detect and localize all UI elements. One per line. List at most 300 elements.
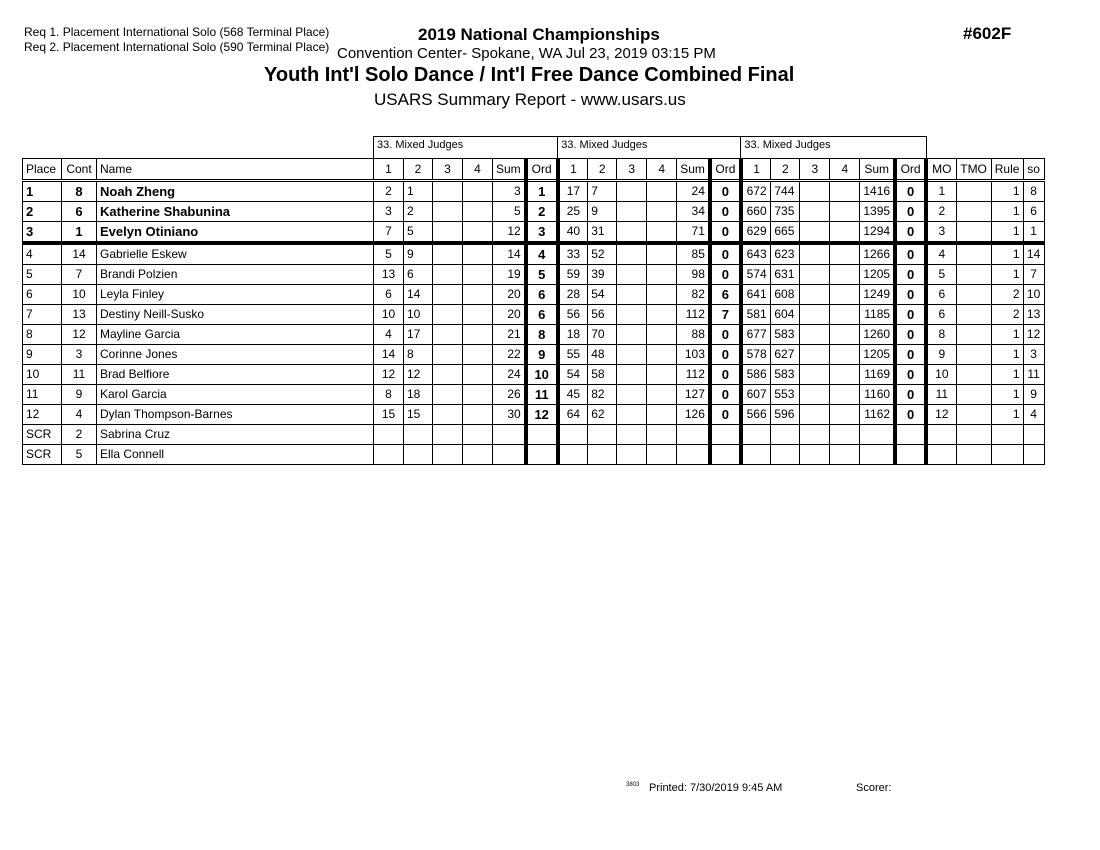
- mo-cell: 5: [926, 265, 956, 285]
- name-cell: Mayline Garcia: [97, 325, 374, 345]
- g2-ord-cell: [710, 445, 741, 465]
- table-row: [23, 243, 1045, 265]
- g2-judge4-cell: [647, 445, 677, 465]
- tmo-cell: [956, 405, 991, 425]
- rule-cell: 1: [991, 243, 1023, 265]
- place-cell: 7: [23, 305, 62, 325]
- footer-mark: 3803: [626, 782, 640, 788]
- g3-judge3-cell: [800, 222, 830, 244]
- g3-judge2-cell: 583: [771, 325, 800, 345]
- g1-judge2-cell: 15: [404, 405, 433, 425]
- judge-group-label-2: 33. Mixed Judges: [558, 137, 741, 159]
- col-g2-sum: Sum: [677, 159, 710, 181]
- g3-ord-cell: 0: [895, 181, 926, 202]
- cont-cell: 3: [62, 345, 97, 365]
- g1-judge1-cell: 2: [374, 181, 404, 202]
- g3-judge2-cell: 627: [771, 345, 800, 365]
- g1-ord-cell: 6: [526, 305, 558, 325]
- g2-sum-cell: [677, 445, 710, 465]
- mo-cell: 8: [926, 325, 956, 345]
- g3-judge2-cell: 665: [771, 222, 800, 244]
- g3-sum-cell: 1205: [860, 345, 895, 365]
- g3-judge3-cell: [800, 425, 830, 445]
- g1-judge1-cell: 8: [374, 385, 404, 405]
- g3-ord-cell: 0: [895, 345, 926, 365]
- g1-judge2-cell: [404, 425, 433, 445]
- g1-judge4-cell: [463, 181, 493, 202]
- col-g1-j4: 4: [463, 159, 493, 181]
- g1-judge1-cell: 6: [374, 285, 404, 305]
- g2-judge1-cell: [558, 425, 588, 445]
- requirement-2: Req 2. Placement International Solo (590 Terminal Place): [24, 40, 330, 54]
- g1-ord-cell: 10: [526, 365, 558, 385]
- g2-judge3-cell: [617, 325, 647, 345]
- g2-judge1-cell: 59: [558, 265, 588, 285]
- judge-group-row: [23, 137, 1045, 159]
- g3-ord-cell: 0: [895, 222, 926, 244]
- g2-judge3-cell: [617, 425, 647, 445]
- col-name: Name: [97, 159, 374, 181]
- g3-judge1-cell: 586: [741, 365, 771, 385]
- g1-judge1-cell: 12: [374, 365, 404, 385]
- g1-judge4-cell: [463, 365, 493, 385]
- g1-ord-cell: [526, 445, 558, 465]
- so-cell: 7: [1023, 265, 1044, 285]
- g2-judge3-cell: [617, 202, 647, 222]
- name-cell: Destiny Neill-Susko: [97, 305, 374, 325]
- g2-ord-cell: 0: [710, 222, 741, 244]
- g1-sum-cell: 22: [493, 345, 526, 365]
- g2-sum-cell: [677, 425, 710, 445]
- g2-ord-cell: 0: [710, 265, 741, 285]
- g3-judge4-cell: [830, 365, 860, 385]
- g2-sum-cell: 88: [677, 325, 710, 345]
- g2-judge4-cell: [647, 365, 677, 385]
- place-cell: 8: [23, 325, 62, 345]
- table-row: [23, 305, 1045, 325]
- g3-judge1-cell: 629: [741, 222, 771, 244]
- g1-judge4-cell: [463, 425, 493, 445]
- g2-judge1-cell: 64: [558, 405, 588, 425]
- g2-sum-cell: 112: [677, 365, 710, 385]
- g3-judge1-cell: 677: [741, 325, 771, 345]
- g1-judge1-cell: 3: [374, 202, 404, 222]
- col-rule: Rule: [991, 159, 1023, 181]
- g3-judge3-cell: [800, 181, 830, 202]
- g3-ord-cell: [895, 425, 926, 445]
- g3-judge2-cell: 604: [771, 305, 800, 325]
- g3-judge4-cell: [830, 181, 860, 202]
- g3-sum-cell: 1416: [860, 181, 895, 202]
- g3-judge4-cell: [830, 285, 860, 305]
- g1-sum-cell: 20: [493, 305, 526, 325]
- name-cell: Sabrina Cruz: [97, 425, 374, 445]
- g2-judge3-cell: [617, 345, 647, 365]
- g2-sum-cell: 127: [677, 385, 710, 405]
- g2-judge3-cell: [617, 285, 647, 305]
- table-row: [23, 285, 1045, 305]
- g2-ord-cell: 6: [710, 285, 741, 305]
- col-so: so: [1023, 159, 1044, 181]
- place-cell: 12: [23, 405, 62, 425]
- g2-judge2-cell: 70: [588, 325, 617, 345]
- g1-judge2-cell: 6: [404, 265, 433, 285]
- blank-cell: [23, 137, 374, 159]
- g3-judge3-cell: [800, 243, 830, 265]
- g1-judge3-cell: [433, 305, 463, 325]
- g3-judge1-cell: 607: [741, 385, 771, 405]
- g3-ord-cell: 0: [895, 405, 926, 425]
- g3-judge2-cell: 553: [771, 385, 800, 405]
- col-g3-j3: 3: [800, 159, 830, 181]
- name-cell: Ella Connell: [97, 445, 374, 465]
- name-cell: Evelyn Otiniano: [97, 222, 374, 244]
- g1-judge3-cell: [433, 265, 463, 285]
- g1-sum-cell: 26: [493, 385, 526, 405]
- rule-cell: 1: [991, 325, 1023, 345]
- col-g1-j1: 1: [374, 159, 404, 181]
- table-row: [23, 405, 1045, 425]
- g1-sum-cell: 30: [493, 405, 526, 425]
- g3-sum-cell: 1160: [860, 385, 895, 405]
- g3-judge3-cell: [800, 345, 830, 365]
- g1-judge4-cell: [463, 222, 493, 244]
- g1-judge2-cell: 12: [404, 365, 433, 385]
- tmo-cell: [956, 222, 991, 244]
- so-cell: 11: [1023, 365, 1044, 385]
- col-g3-j4: 4: [830, 159, 860, 181]
- g3-ord-cell: 0: [895, 305, 926, 325]
- g1-judge4-cell: [463, 265, 493, 285]
- g2-sum-cell: 24: [677, 181, 710, 202]
- col-g2-ord: Ord: [710, 159, 741, 181]
- g3-judge3-cell: [800, 325, 830, 345]
- tmo-cell: [956, 243, 991, 265]
- g3-judge4-cell: [830, 202, 860, 222]
- g1-judge1-cell: 7: [374, 222, 404, 244]
- g3-judge2-cell: 596: [771, 405, 800, 425]
- table-row: [23, 365, 1045, 385]
- g1-judge2-cell: 10: [404, 305, 433, 325]
- g3-judge2-cell: 744: [771, 181, 800, 202]
- g1-judge3-cell: [433, 222, 463, 244]
- g3-sum-cell: 1249: [860, 285, 895, 305]
- g3-judge2-cell: 631: [771, 265, 800, 285]
- g1-judge3-cell: [433, 425, 463, 445]
- g1-judge2-cell: 2: [404, 202, 433, 222]
- g2-judge1-cell: 45: [558, 385, 588, 405]
- column-header-row: [23, 159, 1045, 181]
- g2-ord-cell: 0: [710, 385, 741, 405]
- tmo-cell: [956, 181, 991, 202]
- g2-judge2-cell: [588, 425, 617, 445]
- g3-judge3-cell: [800, 285, 830, 305]
- g3-judge1-cell: 578: [741, 345, 771, 365]
- g1-sum-cell: [493, 445, 526, 465]
- g2-judge2-cell: 48: [588, 345, 617, 365]
- results-table: [22, 136, 1045, 465]
- judge-group-label-3: 33. Mixed Judges: [741, 137, 926, 159]
- g2-judge2-cell: 7: [588, 181, 617, 202]
- g2-judge3-cell: [617, 365, 647, 385]
- blank-cell: [926, 137, 1044, 159]
- g1-judge1-cell: 14: [374, 345, 404, 365]
- so-cell: 4: [1023, 405, 1044, 425]
- rule-cell: 1: [991, 202, 1023, 222]
- rule-cell: 1: [991, 181, 1023, 202]
- g1-ord-cell: 1: [526, 181, 558, 202]
- g2-judge4-cell: [647, 265, 677, 285]
- place-cell: 1: [23, 181, 62, 202]
- col-g2-j1: 1: [558, 159, 588, 181]
- tmo-cell: [956, 325, 991, 345]
- g2-judge1-cell: 25: [558, 202, 588, 222]
- g2-judge4-cell: [647, 325, 677, 345]
- g2-judge1-cell: 17: [558, 181, 588, 202]
- mo-cell: 9: [926, 345, 956, 365]
- cont-cell: 1: [62, 222, 97, 244]
- g3-judge1-cell: 643: [741, 243, 771, 265]
- col-g3-j2: 2: [771, 159, 800, 181]
- requirement-1: Req 1. Placement International Solo (568 Terminal Place): [24, 25, 330, 39]
- mo-cell: 6: [926, 305, 956, 325]
- g1-sum-cell: [493, 425, 526, 445]
- g2-judge2-cell: 56: [588, 305, 617, 325]
- so-cell: 3: [1023, 345, 1044, 365]
- cont-cell: 10: [62, 285, 97, 305]
- g1-judge4-cell: [463, 285, 493, 305]
- place-cell: 4: [23, 243, 62, 265]
- rule-cell: [991, 445, 1023, 465]
- g2-judge4-cell: [647, 345, 677, 365]
- g3-judge2-cell: 735: [771, 202, 800, 222]
- g2-judge3-cell: [617, 445, 647, 465]
- rule-cell: 2: [991, 285, 1023, 305]
- tmo-cell: [956, 445, 991, 465]
- event-title: Youth Int'l Solo Dance / Int'l Free Dance Combined Final: [264, 64, 795, 86]
- g2-judge3-cell: [617, 305, 647, 325]
- col-g1-j2: 2: [404, 159, 433, 181]
- table-row: [23, 445, 1045, 465]
- so-cell: 9: [1023, 385, 1044, 405]
- g2-judge2-cell: 62: [588, 405, 617, 425]
- tmo-cell: [956, 265, 991, 285]
- g2-judge1-cell: 18: [558, 325, 588, 345]
- g1-judge3-cell: [433, 445, 463, 465]
- g3-judge1-cell: [741, 445, 771, 465]
- g2-judge4-cell: [647, 405, 677, 425]
- g1-judge2-cell: 1: [404, 181, 433, 202]
- rule-cell: 1: [991, 365, 1023, 385]
- g2-judge2-cell: 82: [588, 385, 617, 405]
- rule-cell: 1: [991, 265, 1023, 285]
- g1-sum-cell: 14: [493, 243, 526, 265]
- col-g3-ord: Ord: [895, 159, 926, 181]
- cont-cell: 14: [62, 243, 97, 265]
- g3-judge1-cell: 672: [741, 181, 771, 202]
- g2-sum-cell: 98: [677, 265, 710, 285]
- table-row: [23, 385, 1045, 405]
- mo-cell: [926, 445, 956, 465]
- g1-judge2-cell: 17: [404, 325, 433, 345]
- cont-cell: 11: [62, 365, 97, 385]
- col-g1-j3: 3: [433, 159, 463, 181]
- so-cell: 13: [1023, 305, 1044, 325]
- g3-judge4-cell: [830, 445, 860, 465]
- tmo-cell: [956, 425, 991, 445]
- g2-judge4-cell: [647, 385, 677, 405]
- g3-judge4-cell: [830, 405, 860, 425]
- g3-judge1-cell: 566: [741, 405, 771, 425]
- g3-judge4-cell: [830, 243, 860, 265]
- cont-cell: 12: [62, 325, 97, 345]
- g1-judge1-cell: [374, 425, 404, 445]
- g1-judge2-cell: 9: [404, 243, 433, 265]
- g2-sum-cell: 71: [677, 222, 710, 244]
- championship-title: 2019 National Championships: [418, 25, 660, 44]
- col-g2-j4: 4: [647, 159, 677, 181]
- g1-judge3-cell: [433, 202, 463, 222]
- g3-judge4-cell: [830, 325, 860, 345]
- mo-cell: 2: [926, 202, 956, 222]
- rule-cell: 1: [991, 385, 1023, 405]
- so-cell: [1023, 445, 1044, 465]
- rule-cell: 2: [991, 305, 1023, 325]
- name-cell: Gabrielle Eskew: [97, 243, 374, 265]
- g2-judge4-cell: [647, 285, 677, 305]
- g3-judge1-cell: 641: [741, 285, 771, 305]
- col-g1-sum: Sum: [493, 159, 526, 181]
- g3-ord-cell: 0: [895, 243, 926, 265]
- mo-cell: 11: [926, 385, 956, 405]
- printed-timestamp: Printed: 7/30/2019 9:45 AM: [649, 782, 783, 794]
- g3-judge3-cell: [800, 445, 830, 465]
- g1-judge2-cell: 5: [404, 222, 433, 244]
- g2-judge3-cell: [617, 385, 647, 405]
- g2-judge2-cell: 9: [588, 202, 617, 222]
- g3-sum-cell: [860, 445, 895, 465]
- g3-ord-cell: 0: [895, 202, 926, 222]
- name-cell: Brad Belfiore: [97, 365, 374, 385]
- so-cell: 8: [1023, 181, 1044, 202]
- g2-sum-cell: 126: [677, 405, 710, 425]
- place-cell: 5: [23, 265, 62, 285]
- g1-judge4-cell: [463, 345, 493, 365]
- judge-group-label-1: 33. Mixed Judges: [374, 137, 558, 159]
- g3-sum-cell: 1266: [860, 243, 895, 265]
- g1-judge4-cell: [463, 385, 493, 405]
- g2-sum-cell: 85: [677, 243, 710, 265]
- col-g3-j1: 1: [741, 159, 771, 181]
- place-cell: 9: [23, 345, 62, 365]
- g3-judge2-cell: [771, 445, 800, 465]
- g3-judge2-cell: [771, 425, 800, 445]
- g2-ord-cell: 0: [710, 345, 741, 365]
- g2-judge2-cell: 39: [588, 265, 617, 285]
- mo-cell: 6: [926, 285, 956, 305]
- g3-judge3-cell: [800, 305, 830, 325]
- col-cont: Cont: [62, 159, 97, 181]
- g2-ord-cell: 0: [710, 405, 741, 425]
- g2-sum-cell: 34: [677, 202, 710, 222]
- g1-sum-cell: 5: [493, 202, 526, 222]
- g1-ord-cell: [526, 425, 558, 445]
- g3-sum-cell: 1169: [860, 365, 895, 385]
- g1-sum-cell: 3: [493, 181, 526, 202]
- tmo-cell: [956, 305, 991, 325]
- g1-sum-cell: 21: [493, 325, 526, 345]
- g2-judge4-cell: [647, 305, 677, 325]
- g3-ord-cell: 0: [895, 265, 926, 285]
- g2-judge1-cell: 28: [558, 285, 588, 305]
- tmo-cell: [956, 385, 991, 405]
- g3-ord-cell: 0: [895, 365, 926, 385]
- g1-judge4-cell: [463, 305, 493, 325]
- so-cell: 12: [1023, 325, 1044, 345]
- place-cell: SCR: [23, 425, 62, 445]
- g2-judge2-cell: [588, 445, 617, 465]
- table-row: [23, 265, 1045, 285]
- g1-ord-cell: 2: [526, 202, 558, 222]
- mo-cell: 12: [926, 405, 956, 425]
- so-cell: 14: [1023, 243, 1044, 265]
- col-g1-ord: Ord: [526, 159, 558, 181]
- g1-judge1-cell: [374, 445, 404, 465]
- rule-cell: 1: [991, 345, 1023, 365]
- g1-ord-cell: 8: [526, 325, 558, 345]
- g1-judge3-cell: [433, 285, 463, 305]
- g2-ord-cell: 0: [710, 202, 741, 222]
- g1-judge2-cell: 18: [404, 385, 433, 405]
- g3-ord-cell: 0: [895, 285, 926, 305]
- g3-sum-cell: 1205: [860, 265, 895, 285]
- g2-sum-cell: 112: [677, 305, 710, 325]
- tmo-cell: [956, 345, 991, 365]
- g3-sum-cell: [860, 425, 895, 445]
- cont-cell: 5: [62, 445, 97, 465]
- g1-judge2-cell: [404, 445, 433, 465]
- tmo-cell: [956, 285, 991, 305]
- cont-cell: 4: [62, 405, 97, 425]
- g2-judge1-cell: 40: [558, 222, 588, 244]
- g3-ord-cell: 0: [895, 325, 926, 345]
- place-cell: 3: [23, 222, 62, 244]
- name-cell: Noah Zheng: [97, 181, 374, 202]
- g2-judge2-cell: 58: [588, 365, 617, 385]
- g2-judge3-cell: [617, 222, 647, 244]
- g2-judge2-cell: 31: [588, 222, 617, 244]
- g2-ord-cell: [710, 425, 741, 445]
- g3-judge3-cell: [800, 265, 830, 285]
- so-cell: 1: [1023, 222, 1044, 244]
- mo-cell: 3: [926, 222, 956, 244]
- g1-judge3-cell: [433, 405, 463, 425]
- name-cell: Katherine Shabunina: [97, 202, 374, 222]
- table-row: [23, 345, 1045, 365]
- place-cell: 11: [23, 385, 62, 405]
- g1-sum-cell: 19: [493, 265, 526, 285]
- g3-sum-cell: 1185: [860, 305, 895, 325]
- g3-judge3-cell: [800, 405, 830, 425]
- col-mo: MO: [926, 159, 956, 181]
- g1-judge4-cell: [463, 202, 493, 222]
- g3-sum-cell: 1162: [860, 405, 895, 425]
- rule-cell: 1: [991, 405, 1023, 425]
- name-cell: Dylan Thompson-Barnes: [97, 405, 374, 425]
- venue-datetime: Convention Center- Spokane, WA Jul 23, 2019 03:15 PM: [337, 45, 716, 62]
- g1-judge1-cell: 10: [374, 305, 404, 325]
- g1-sum-cell: 12: [493, 222, 526, 244]
